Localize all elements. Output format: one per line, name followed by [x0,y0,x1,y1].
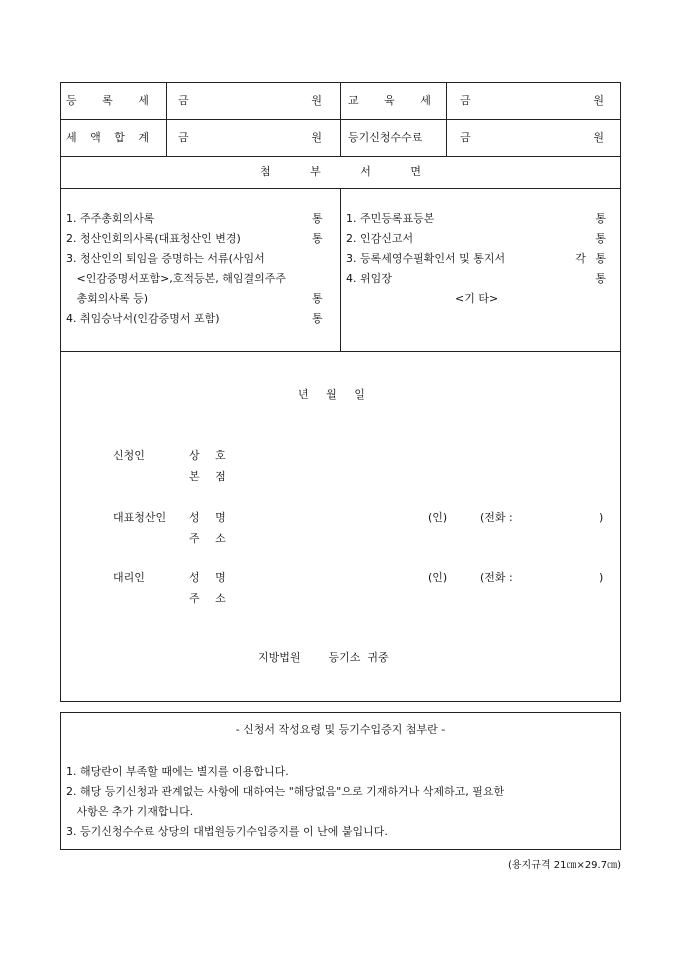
attachment-right-item-3: 3. 등록세영수필확인서 및 통지서 [346,252,506,265]
instruction-item-1: 1. 해당란이 부족할 때에는 별지를 이용합니다. [66,765,289,778]
agent-name-label: 성 명 [189,571,232,584]
instruction-item-2-cont: 사항은 추가 기재합니다. [66,805,194,818]
attachment-left-unit-2: 통 [312,232,323,245]
instruction-item-3: 3. 등기신청수수료 상당의 대법원등기수입증지를 이 난에 붙입니다. [66,825,388,838]
instructions-title: - 신청서 작성요령 및 등기수입증지 첨부란 - [235,723,446,736]
date-line[interactable]: 년 월 일 [298,388,365,401]
registration-fee-amount-prefix: 금 [460,131,471,144]
head-office-label: 본 점 [189,470,232,483]
agent-phone-close: ) [599,571,604,584]
attachment-right-unit-1: 통 [595,212,606,225]
trade-name-label: 상 호 [189,449,232,462]
paper-size-note: (용지규격 21㎝×29.7㎝) [508,860,621,871]
education-tax-amount-field[interactable]: 원 [593,94,604,107]
attachments-bottom-divider [60,351,621,352]
attachment-left-item-3-cont2: 총회의사록 등) [66,292,149,305]
attachments-col-divider [340,188,341,351]
attachments-title: 첨 부 서 면 [260,165,421,178]
total-tax-amount-prefix: 금 [178,131,189,144]
registration-fee-amount-field[interactable]: 원 [593,131,604,144]
attachment-right-unit-4: 통 [595,272,606,285]
education-tax-amount-prefix: 금 [460,94,471,107]
attachment-left-item-2: 2. 청산인회의사록(대표청산인 변경) [66,232,241,245]
fee-col-divider-3 [446,82,447,156]
registration-tax-label: 등 록 세 [66,94,160,107]
attachment-left-unit-1: 통 [312,212,323,225]
attachment-left-unit-4: 통 [312,312,323,325]
rep-seal-label: (인) [428,511,448,524]
registration-tax-amount-prefix: 금 [178,94,189,107]
agent-label: 대리인 [113,571,145,584]
court-line: 지방법원 등기소 귀중 [258,651,389,664]
attachment-other-label: <기 타> [455,292,499,305]
fee-col-divider-2 [340,82,341,156]
total-tax-amount-field[interactable]: 원 [311,131,322,144]
agent-phone-label: (전화 : [480,571,513,584]
attachment-left-unit-3: 통 [312,292,323,305]
total-tax-label: 세 액 합 계 [66,131,154,144]
rep-liquidator-label: 대표청산인 [113,511,167,524]
attachments-header-top-divider [60,156,621,157]
registration-fee-label: 등기신청수수료 [348,131,423,144]
attachment-left-item-1: 1. 주주총회의사록 [66,212,155,225]
registration-tax-amount-field[interactable]: 원 [311,94,322,107]
attachment-right-item-1: 1. 주민등록표등본 [346,212,435,225]
rep-phone-label: (전화 : [480,511,513,524]
instruction-item-2: 2. 해당 등기신청과 관계없는 사항에 대하여는 "해당없음"으로 기재하거나 삭제하고, 필요한 [66,785,505,798]
applicant-label: 신청인 [113,449,145,462]
education-tax-label: 교 육 세 [348,94,442,107]
rep-address-label: 주 소 [189,532,232,545]
attachment-right-unit-3: 각 통 [575,252,606,265]
attachment-left-item-3-cont: <인감증명서포함>,호적등본, 해임결의주주 [66,272,287,285]
rep-name-label: 성 명 [189,511,232,524]
attachment-left-item-3: 3. 청산인의 퇴임을 증명하는 서류(사임서 [66,252,265,265]
fee-col-divider-1 [166,82,167,156]
attachment-left-item-4: 4. 취임승낙서(인감증명서 포함) [66,312,220,325]
attachment-right-unit-2: 통 [595,232,606,245]
agent-address-label: 주 소 [189,592,232,605]
rep-phone-close: ) [599,511,604,524]
attachment-right-item-2: 2. 인감신고서 [346,232,414,245]
attachment-right-item-4: 4. 위임장 [346,272,392,285]
agent-seal-label: (인) [428,571,448,584]
